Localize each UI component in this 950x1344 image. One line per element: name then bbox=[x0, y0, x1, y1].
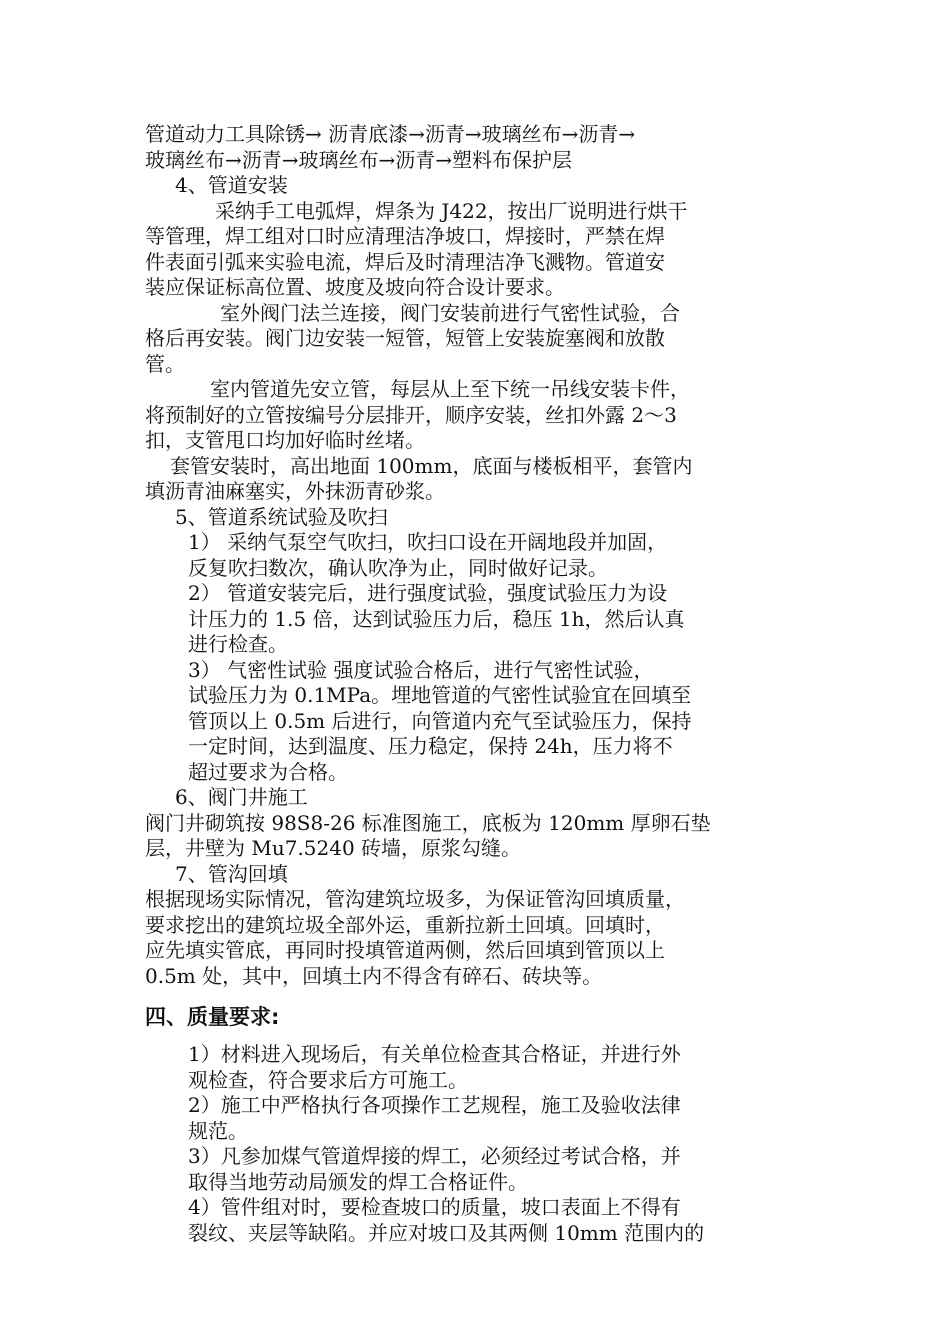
text-line: 超过要求为合格。 bbox=[188, 759, 348, 784]
body-text-block bbox=[145, 122, 795, 989]
text-line: 层，井壁为 Mu7.5240 砖墙，原浆勾缝。 bbox=[145, 836, 522, 860]
text-line: 填沥青油麻塞实，外抹沥青砂浆。 bbox=[145, 479, 445, 503]
text-line: 件表面引弧来实验电流，焊后及时清理洁净飞溅物。管道安 bbox=[145, 249, 665, 274]
text-line: 规范。 bbox=[188, 1118, 248, 1143]
document-page bbox=[145, 122, 795, 1246]
text-line: 1）材料进入现场后，有关单位检查其合格证，并进行外 bbox=[188, 1042, 681, 1066]
text-line: 将预制好的立管按编号分层排开，顺序安装，丝扣外露 2～3 bbox=[145, 402, 677, 427]
text-line: 7、管沟回填 bbox=[175, 861, 288, 886]
text-line: 3）凡参加煤气管道焊接的焊工，必须经过考试合格，并 bbox=[188, 1144, 681, 1168]
text-line: 2） 管道安装完后，进行强度试验，强度试验压力为设 bbox=[188, 581, 668, 605]
text-line: 玻璃丝布→沥青→玻璃丝布→沥青→塑料布保护层 bbox=[145, 147, 573, 172]
text-line: 套管安装时，高出地面 100mm，底面与楼板相平，套管内 bbox=[170, 453, 693, 478]
text-line: 4）管件组对时，要检查坡口的质量，坡口表面上不得有 bbox=[188, 1195, 681, 1219]
text-line: 裂纹、夹层等缺陷。并应对坡口及其两侧 10mm 范围内的 bbox=[188, 1220, 705, 1245]
text-line: 一定时间，达到温度、压力稳定，保持 24h，压力将不 bbox=[188, 734, 673, 758]
text-line: 采纳手工电弧焊，焊条为 J422，按出厂说明进行烘干 bbox=[215, 198, 688, 223]
text-line: 要求挖出的建筑垃圾全部外运，重新拉新土回填。回填时， bbox=[145, 912, 665, 937]
text-line: 0.5m 处，其中，回填土内不得含有碎石、砖块等。 bbox=[145, 963, 603, 988]
text-line: 室内管道先安立管，每层从上至下统一吊线安装卡件， bbox=[210, 377, 690, 401]
text-line: 取得当地劳动局颁发的焊工合格证件。 bbox=[188, 1169, 528, 1194]
text-line: 格后再安装。阀门边安装一短管，短管上安装旋塞阀和放散 bbox=[145, 326, 665, 350]
text-line: 5、管道系统试验及吹扫 bbox=[175, 504, 388, 529]
text-line: 管。 bbox=[145, 351, 185, 376]
quality-requirements-block bbox=[145, 1042, 795, 1246]
text-line: 阀门井砌筑按 98S8-26 标准图施工，底板为 120mm 厚卵石垫 bbox=[145, 810, 711, 835]
text-line: 扣，支管甩口均加好临时丝堵。 bbox=[145, 428, 425, 452]
text-line: 4、管道安装 bbox=[175, 173, 288, 197]
text-line: 2）施工中严格执行各项操作工艺规程，施工及验收法律 bbox=[188, 1093, 681, 1117]
text-line: 室外阀门法兰连接，阀门安装前进行气密性试验，合 bbox=[220, 300, 680, 325]
text-line: 观检查，符合要求后方可施工。 bbox=[188, 1067, 468, 1092]
text-line: 6、阀门井施工 bbox=[175, 785, 308, 809]
text-line: 1） 采纳气泵空气吹扫，吹扫口设在开阔地段并加固， bbox=[188, 530, 668, 554]
text-line: 管顶以上 0.5m 后进行，向管道内充气至试验压力，保持 bbox=[188, 708, 692, 733]
section-heading: 四、质量要求: bbox=[145, 1005, 280, 1029]
text-line: 计压力的 1.5 倍，达到试验压力后，稳压 1h，然后认真 bbox=[188, 606, 685, 631]
text-line: 反复吹扫数次，确认吹净为止，同时做好记录。 bbox=[188, 555, 608, 580]
text-line: 管道动力工具除锈→ 沥青底漆→沥青→玻璃丝布→沥青→ bbox=[145, 122, 636, 146]
text-line: 试验压力为 0.1MPa。埋地管道的气密性试验宜在回填至 bbox=[188, 683, 692, 707]
text-line: 应先填实管底，再同时投填管道两侧，然后回填到管顶以上 bbox=[145, 938, 665, 962]
text-line: 等管理，焊工组对口时应清理洁净坡口，焊接时，严禁在焊 bbox=[145, 224, 665, 248]
text-line: 3） 气密性试验 强度试验合格后，进行气密性试验， bbox=[188, 657, 654, 682]
text-line: 根据现场实际情况，管沟建筑垃圾多，为保证管沟回填质量， bbox=[145, 887, 685, 911]
text-line: 装应保证标高位置、坡度及坡向符合设计要求。 bbox=[145, 275, 565, 299]
text-line: 进行检查。 bbox=[188, 632, 288, 656]
